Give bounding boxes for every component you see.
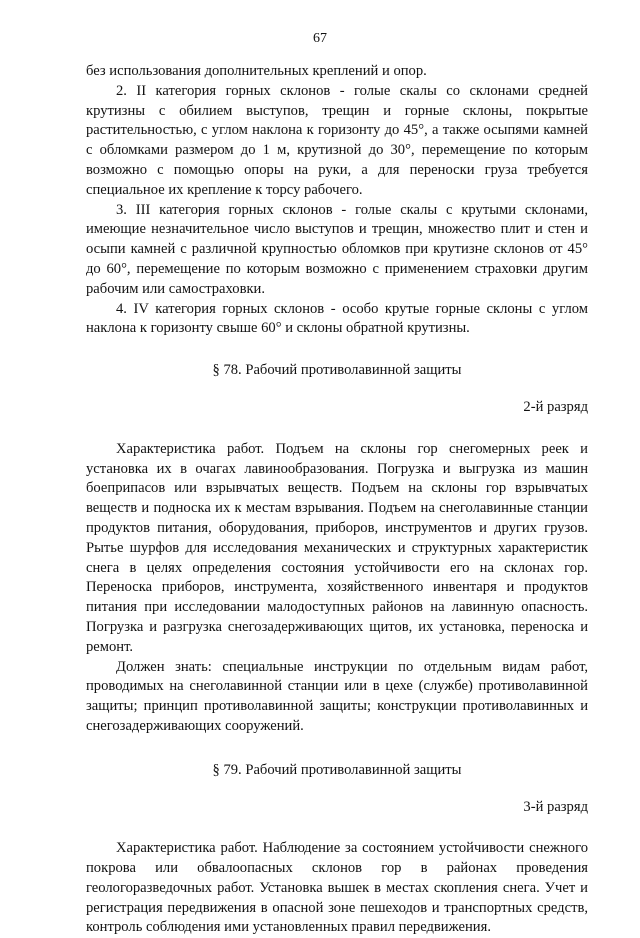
paragraph-category-2: 2. II категория горных склонов - голые скалы со склонами средней крутизны с обилием выступов, трещин и горные склоны, покрытые растительностью, с углом наклона к горизонту до 45°, а также осыпями камней с обломками размером до 1 м, крутизной до 30°, перемещение по которым возможно с помощью опоры на руки, а для переноски груза требуется специальное их крепление к торсу рабочего. (86, 82, 588, 198)
section-79-characteristic: Характеристика работ. Наблюдение за состоянием устойчивости снежного покрова или обвалоопасных склонов гор в районах проведения геологоразведочных работ. Установка вышек в местах скопления снега. Учет и регистрация передвижения в опасной зоне пешеходов и транспортных средств, контроль соблюдения ими установленных правил передвижения. (86, 840, 588, 936)
section-78-title: § 78. Рабочий противолавинной защиты (212, 362, 462, 379)
section-79-title: § 79. Рабочий противолавинной защиты (212, 761, 462, 778)
section-78-characteristic: Характеристика работ. Подъем на склоны гор снегомерных реек и установка их в очагах лавинообразования. Погрузка и выгрузка из машин боеприпасов или взрывчатых веществ. Подъем на склоны гор взрывчатых веществ и подноска их к местам взрывания. Подъем на снеголавинные станции продуктов питания, оборудования, приборов, инструментов и других грузов. Рытье шурфов для исследования механических и структурных характеристик снега в целях определения состояния устойчивости его на склонах гор. Переноска приборов, инструмента, хозяйственного инвентаря и продуктов питания при исследовании малодоступных районов на лавинную опасность. Погрузка и разгрузка снегозадерживающих щитов, их установка, переноска и ремонт. (86, 440, 588, 655)
section-79-grade: 3-й разряд (523, 798, 588, 815)
section-78-grade: 2-й разряд (523, 398, 588, 415)
page-number: 67 (313, 31, 327, 46)
section-78-must-know: Должен знать: специальные инструкции по отдельным видам работ, проводимых на снеголавинной станции или в цехе (службе) противолавинной защиты; принцип противолавинной защиты; конструкции противолавинных и снегозадерживающих сооружений. (86, 658, 588, 734)
paragraph-category-4: 4. IV категория горных склонов - особо крутые горные склоны с углом наклона к горизонту свыше 60° и склоны обратной крутизны. (86, 300, 588, 337)
paragraph-continuation: без использования дополнительных креплений и опор. (86, 63, 427, 79)
page-body (86, 62, 588, 938)
paragraph-category-3: 3. III категория горных склонов - голые скалы с крутыми склонами, имеющие незначительное число выступов и трещин, множество плит и стен и осыпи камней с различной крупностью обломков при крутизне склонов от 45° до 60°, перемещение по которым возможно с применением страховки другим рабочим или самостраховки. (86, 201, 588, 297)
